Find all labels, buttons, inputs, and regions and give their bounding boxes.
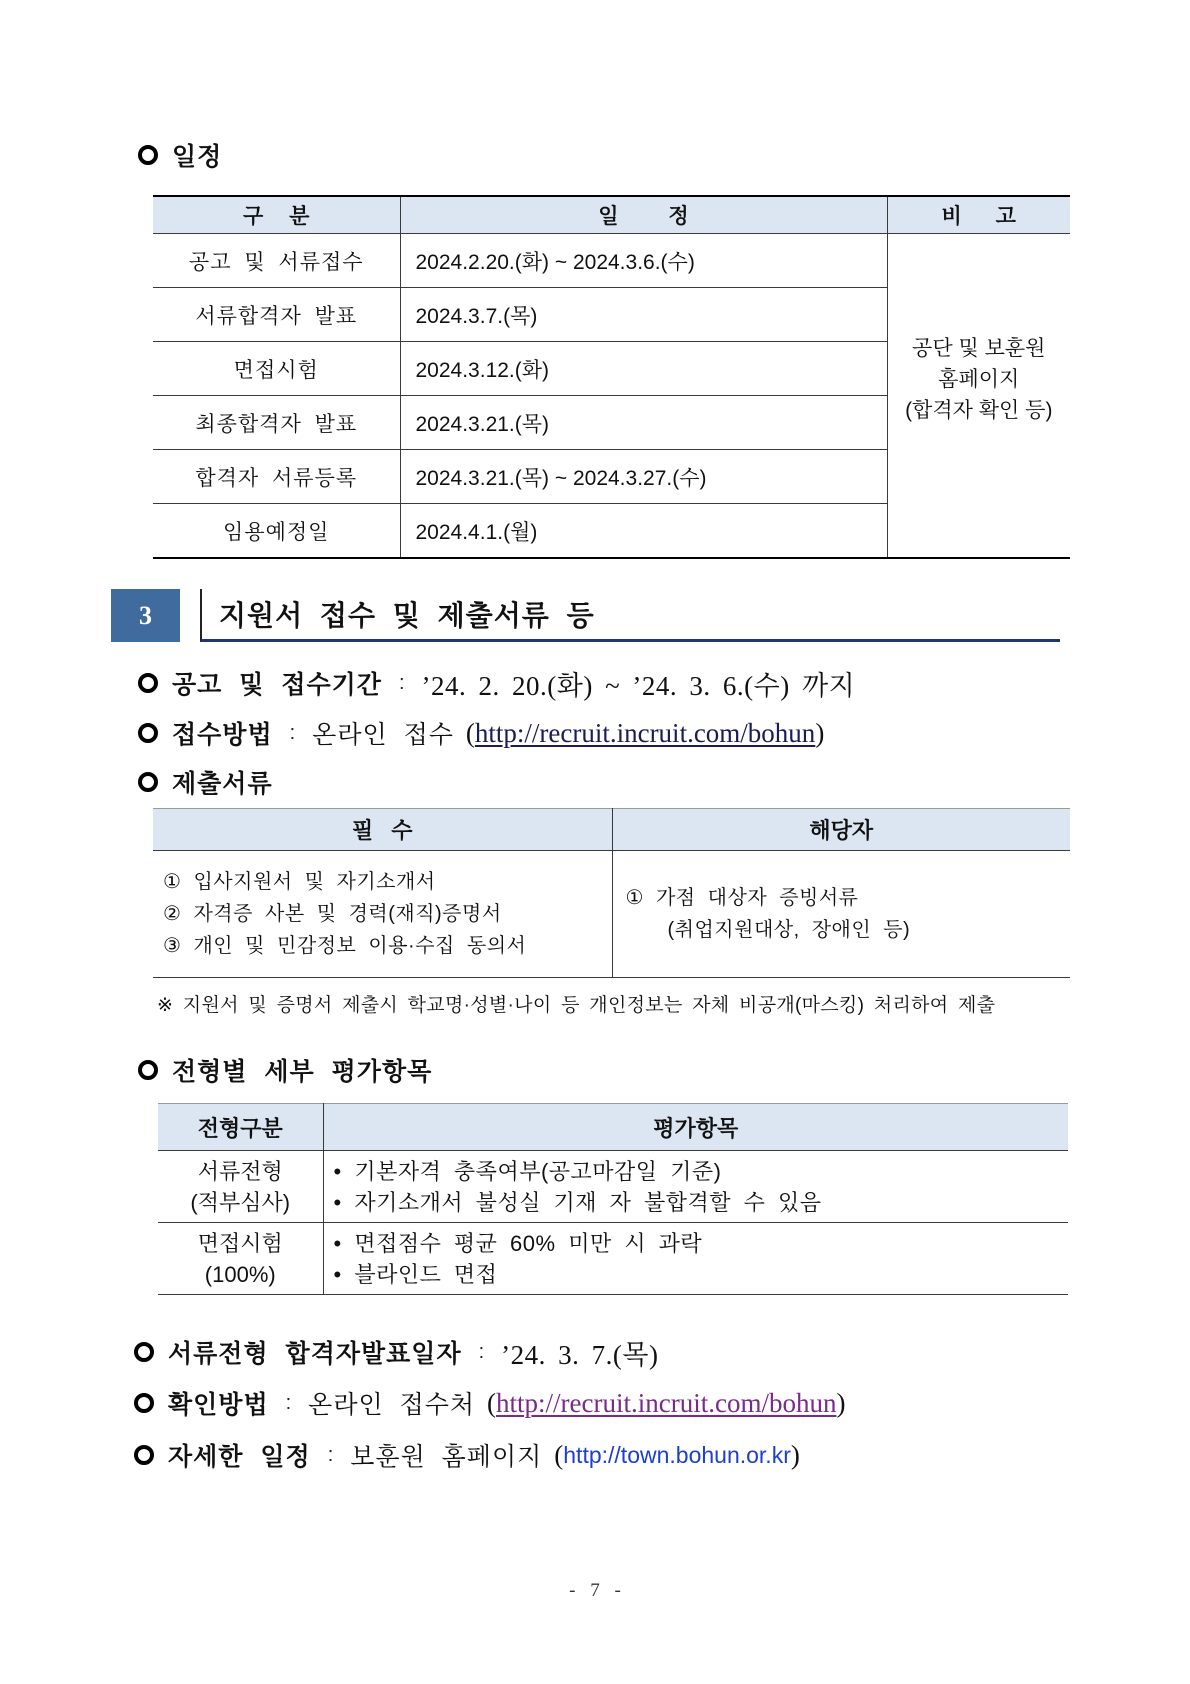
privacy-notice: ※ 지원서 및 증명서 제출시 학교명·성별·나이 등 개인정보는 자체 비공개(마스킹) 처리하여 제출 [157,995,996,1016]
items-cell [323,1151,1068,1223]
list-item: ③ 개인 및 민감정보 이용·수집 동의서 [163,935,527,957]
schedule-heading [138,135,222,175]
period-value: ’24. 2. 20.(화) ~ ’24. 3. 6.(수) 까지 [421,670,856,701]
detail-schedule-separator: : [327,1443,334,1466]
period-separator: : [398,671,405,694]
stage-name: 서류전형 [197,1158,283,1184]
period-label: 공고 및 접수기간 [172,671,382,699]
detail-schedule-paren-close: ) [790,1439,800,1470]
list-item-detail: (취업지원대상, 장애인 등) [667,919,911,941]
header-required: 필 수 [153,809,612,851]
method-label: 접수방법 [172,721,273,749]
header-stage: 전형구분 [158,1104,323,1151]
documents-header-row [153,809,1070,851]
evaluation-heading [138,1050,432,1090]
section-title: 지원서 접수 및 제출서류 등 [200,589,1060,642]
stage-cell [158,1151,323,1223]
list-item: • 기본자격 충족여부(공고마감일 기준) [333,1158,722,1184]
applicable-documents-cell [612,851,1070,978]
table-row [158,1223,1068,1295]
schedule-category: 공고 및 서류접수 [153,234,400,288]
stage-name: 면접시험 [197,1230,283,1256]
check-method-value: 온라인 접수처 [308,1391,476,1419]
check-method [134,1383,845,1423]
list-item: ② 자격증 사본 및 경력(재직)증명서 [163,903,502,925]
detail-schedule-paren-open: ( [554,1439,564,1470]
result-date-label: 서류전형 합격자발표일자 [168,1340,462,1368]
list-item: • 자기소개서 불성실 기재 자 불합격할 수 있음 [333,1189,822,1215]
section-number-badge: 3 [111,589,180,642]
table-row [153,851,1070,978]
check-method-paren-close: ) [836,1387,846,1418]
result-date [134,1332,658,1372]
schedule-note-cell [887,234,1070,559]
schedule-date: 2024.4.1.(월) [400,504,887,559]
schedule-date: 2024.2.20.(화) ~ 2024.3.6.(수) [400,234,887,288]
stage-cell [158,1223,323,1295]
method-paren-open: ( [465,717,475,748]
detail-schedule-value: 보훈원 홈페이지 [350,1443,543,1471]
stage-detail: (100%) [204,1261,276,1287]
schedule-category: 면접시험 [153,342,400,396]
list-item: • 면접점수 평균 60% 미만 시 과락 [333,1230,703,1256]
schedule-category: 최종합격자 발표 [153,396,400,450]
schedule-date: 2024.3.12.(화) [400,342,887,396]
evaluation-heading-text: 전형별 세부 평가항목 [172,1058,433,1086]
table-row [153,234,1070,288]
bohun-homepage-link[interactable]: http://town.bohun.or.kr [563,1441,791,1468]
evaluation-header-row [158,1104,1068,1151]
check-method-label: 확인방법 [168,1391,269,1419]
header-items: 평가항목 [323,1104,1068,1151]
schedule-note-line: 홈페이지 [938,368,1020,391]
list-item: ① 입사지원서 및 자기소개서 [163,871,436,893]
check-site-link[interactable]: http://recruit.incruit.com/bohun [496,1387,837,1418]
circle-bullet-icon [134,1445,154,1465]
table-row [158,1151,1068,1223]
evaluation-table [158,1103,1068,1295]
check-method-separator: : [285,1391,292,1414]
schedule-category: 합격자 서류등록 [153,450,400,504]
header-note: 비 고 [887,196,1070,234]
documents-table [153,808,1070,978]
schedule-category: 서류합격자 발표 [153,288,400,342]
application-period [138,663,855,703]
circle-bullet-icon [138,723,158,743]
application-method [138,713,824,753]
schedule-heading-text: 일정 [172,143,223,171]
page-number: - 7 - [569,1580,621,1601]
method-separator: : [289,721,296,744]
schedule-note-line: (합격자 확인 등) [905,399,1053,422]
schedule-date: 2024.3.21.(목) ~ 2024.3.27.(수) [400,450,887,504]
circle-bullet-icon [138,1060,158,1080]
circle-bullet-icon [138,772,158,792]
check-method-paren-open: ( [487,1387,497,1418]
stage-detail: (적부심사) [190,1189,291,1215]
schedule-table [153,195,1070,559]
result-date-separator: : [478,1340,485,1363]
schedule-category: 임용예정일 [153,504,400,559]
circle-bullet-icon [138,145,158,165]
schedule-date: 2024.3.21.(목) [400,396,887,450]
circle-bullet-icon [134,1393,154,1413]
apply-site-link[interactable]: http://recruit.incruit.com/bohun [474,717,816,748]
items-cell [323,1223,1068,1295]
header-category: 구 분 [153,196,400,234]
schedule-date: 2024.3.7.(목) [400,288,887,342]
method-value: 온라인 접수 [312,721,454,749]
schedule-header-row [153,196,1070,234]
result-date-value: ’24. 3. 7.(목) [501,1339,659,1370]
list-item: ① 가점 대상자 증빙서류 [625,887,859,909]
documents-heading [138,762,273,802]
list-item: • 블라인드 면접 [333,1261,498,1287]
documents-heading-text: 제출서류 [172,770,273,798]
header-date: 일 정 [400,196,887,234]
circle-bullet-icon [134,1342,154,1362]
detail-schedule-label: 자세한 일정 [168,1443,311,1471]
required-documents-cell [153,851,612,978]
header-applicable: 해당자 [612,809,1070,851]
circle-bullet-icon [138,673,158,693]
method-paren-close: ) [815,717,825,748]
detail-schedule [134,1435,800,1475]
schedule-note-line: 공단 및 보훈원 [912,337,1046,360]
